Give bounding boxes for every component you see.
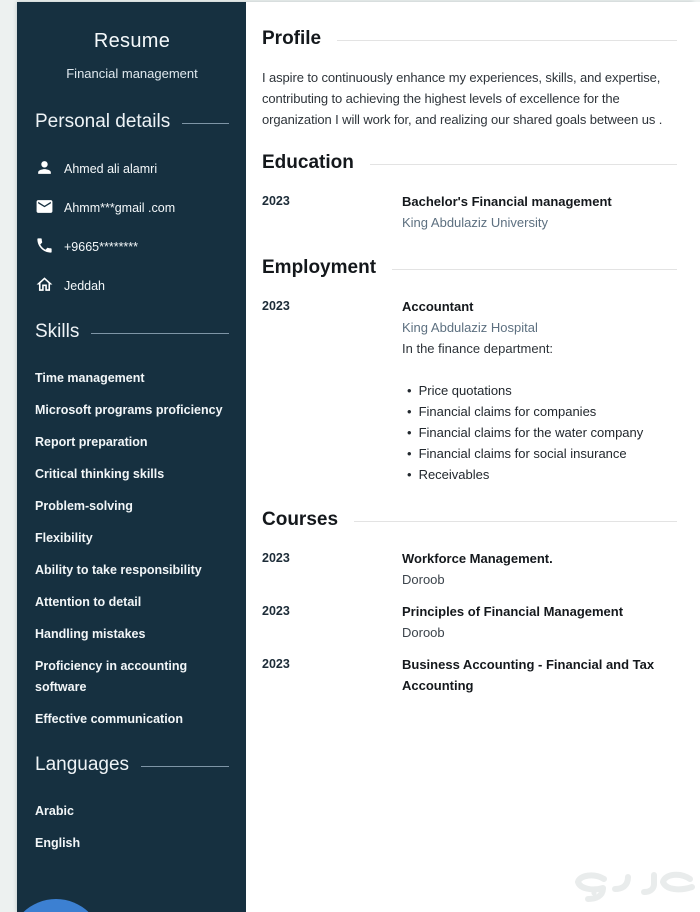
- employment-heading-label: Employment: [262, 257, 377, 278]
- skill-item: Proficiency in accounting software: [35, 659, 188, 694]
- resume-body: [246, 2, 700, 912]
- resume-page: [17, 2, 693, 912]
- entry-title: Bachelor's Financial management: [402, 194, 612, 209]
- skill-item: Critical thinking skills: [35, 467, 165, 481]
- entry-title: Accountant: [402, 299, 474, 314]
- entry-year: 2023: [262, 551, 290, 565]
- skill-item: Effective communication: [35, 712, 183, 726]
- decorative-circle: [17, 899, 103, 912]
- entry-detail: In the finance department:: [402, 341, 554, 356]
- contact-list: [35, 158, 229, 297]
- contact-value: +9665********: [64, 240, 139, 254]
- section-divider: [370, 164, 677, 165]
- course-entry: [262, 601, 677, 643]
- course-entry: [262, 548, 677, 590]
- home-icon: [35, 275, 54, 297]
- entry-organization: Doroob: [402, 625, 445, 640]
- contact-value: Jeddah: [64, 279, 106, 293]
- personal-details-heading-label: Personal details: [35, 111, 171, 132]
- entry-body: [402, 191, 677, 233]
- languages-list: [35, 801, 229, 854]
- language-item: Arabic: [35, 804, 74, 818]
- languages-heading: [35, 754, 229, 776]
- employment-entry: [262, 296, 677, 485]
- entry-body: [402, 601, 677, 643]
- section-divider: [337, 40, 677, 41]
- contact-item-name: [35, 158, 229, 180]
- entry-institution: King Abdulaziz University: [402, 215, 548, 230]
- resume-subtitle: Financial management: [66, 66, 198, 81]
- courses-heading: [262, 509, 677, 531]
- entry-year: 2023: [262, 194, 290, 208]
- skill-item: Problem-solving: [35, 499, 133, 513]
- contact-item-email: [35, 197, 229, 219]
- section-divider: [354, 521, 677, 522]
- section-divider: [392, 269, 677, 270]
- haraj-watermark: [557, 866, 697, 907]
- entry-body: [402, 296, 677, 485]
- skills-heading-label: Skills: [35, 321, 80, 342]
- entry-body: [402, 654, 677, 696]
- skill-item: Microsoft programs proficiency: [35, 403, 223, 417]
- education-heading-label: Education: [262, 152, 354, 173]
- skills-heading: [35, 321, 229, 343]
- education-entry: [262, 191, 677, 233]
- courses-heading-label: Courses: [262, 509, 339, 530]
- course-entry: [262, 654, 677, 696]
- profile-text: I aspire to continuously enhance my experiences, skills, and expertise, contributing to achieving the highest levels of excellence for the organization I will work for, and realizing our shared goals between us .: [262, 70, 663, 127]
- employment-duties-list: [402, 380, 677, 485]
- entry-year: 2023: [262, 604, 290, 618]
- entry-year: 2023: [262, 299, 290, 313]
- contact-value: Ahmm***gmail .com: [64, 201, 176, 215]
- entry-organization: Doroob: [402, 572, 445, 587]
- entry-title: Business Accounting - Financial and Tax Accounting: [402, 657, 655, 693]
- sidebar: [17, 2, 246, 912]
- duty-item: • Financial claims for companies: [402, 401, 677, 422]
- skills-list: [35, 368, 229, 730]
- education-heading: [262, 152, 677, 174]
- skill-item: Ability to take responsibility: [35, 563, 202, 577]
- skill-item: Flexibility: [35, 531, 93, 545]
- profile-heading: [262, 28, 677, 50]
- skill-item: Report preparation: [35, 435, 148, 449]
- contact-value: Ahmed ali alamri: [64, 162, 158, 176]
- entry-title: Workforce Management.: [402, 551, 553, 566]
- phone-icon: [35, 236, 54, 258]
- section-divider: [141, 766, 229, 767]
- duty-item: • Financial claims for the water company: [402, 422, 677, 443]
- person-icon: [35, 158, 54, 180]
- duty-item: • Financial claims for social insurance: [402, 443, 677, 464]
- profile-heading-label: Profile: [262, 28, 322, 49]
- entry-year: 2023: [262, 657, 290, 671]
- resume-title: Resume: [93, 30, 171, 52]
- employment-heading: [262, 257, 677, 279]
- skill-item: Time management: [35, 371, 145, 385]
- languages-heading-label: Languages: [35, 754, 130, 775]
- mail-icon: [35, 197, 54, 219]
- entry-title: Principles of Financial Management: [402, 604, 624, 619]
- contact-item-phone: [35, 236, 229, 258]
- entry-body: [402, 548, 677, 590]
- section-divider: [182, 123, 229, 124]
- duty-item: • Receivables: [402, 464, 677, 485]
- skill-item: Handling mistakes: [35, 627, 146, 641]
- duty-item: • Price quotations: [402, 380, 677, 401]
- entry-institution: King Abdulaziz Hospital: [402, 320, 538, 335]
- personal-details-heading: [35, 111, 229, 133]
- section-divider: [91, 333, 229, 334]
- language-item: English: [35, 836, 81, 850]
- contact-item-location: [35, 275, 229, 297]
- skill-item: Attention to detail: [35, 595, 142, 609]
